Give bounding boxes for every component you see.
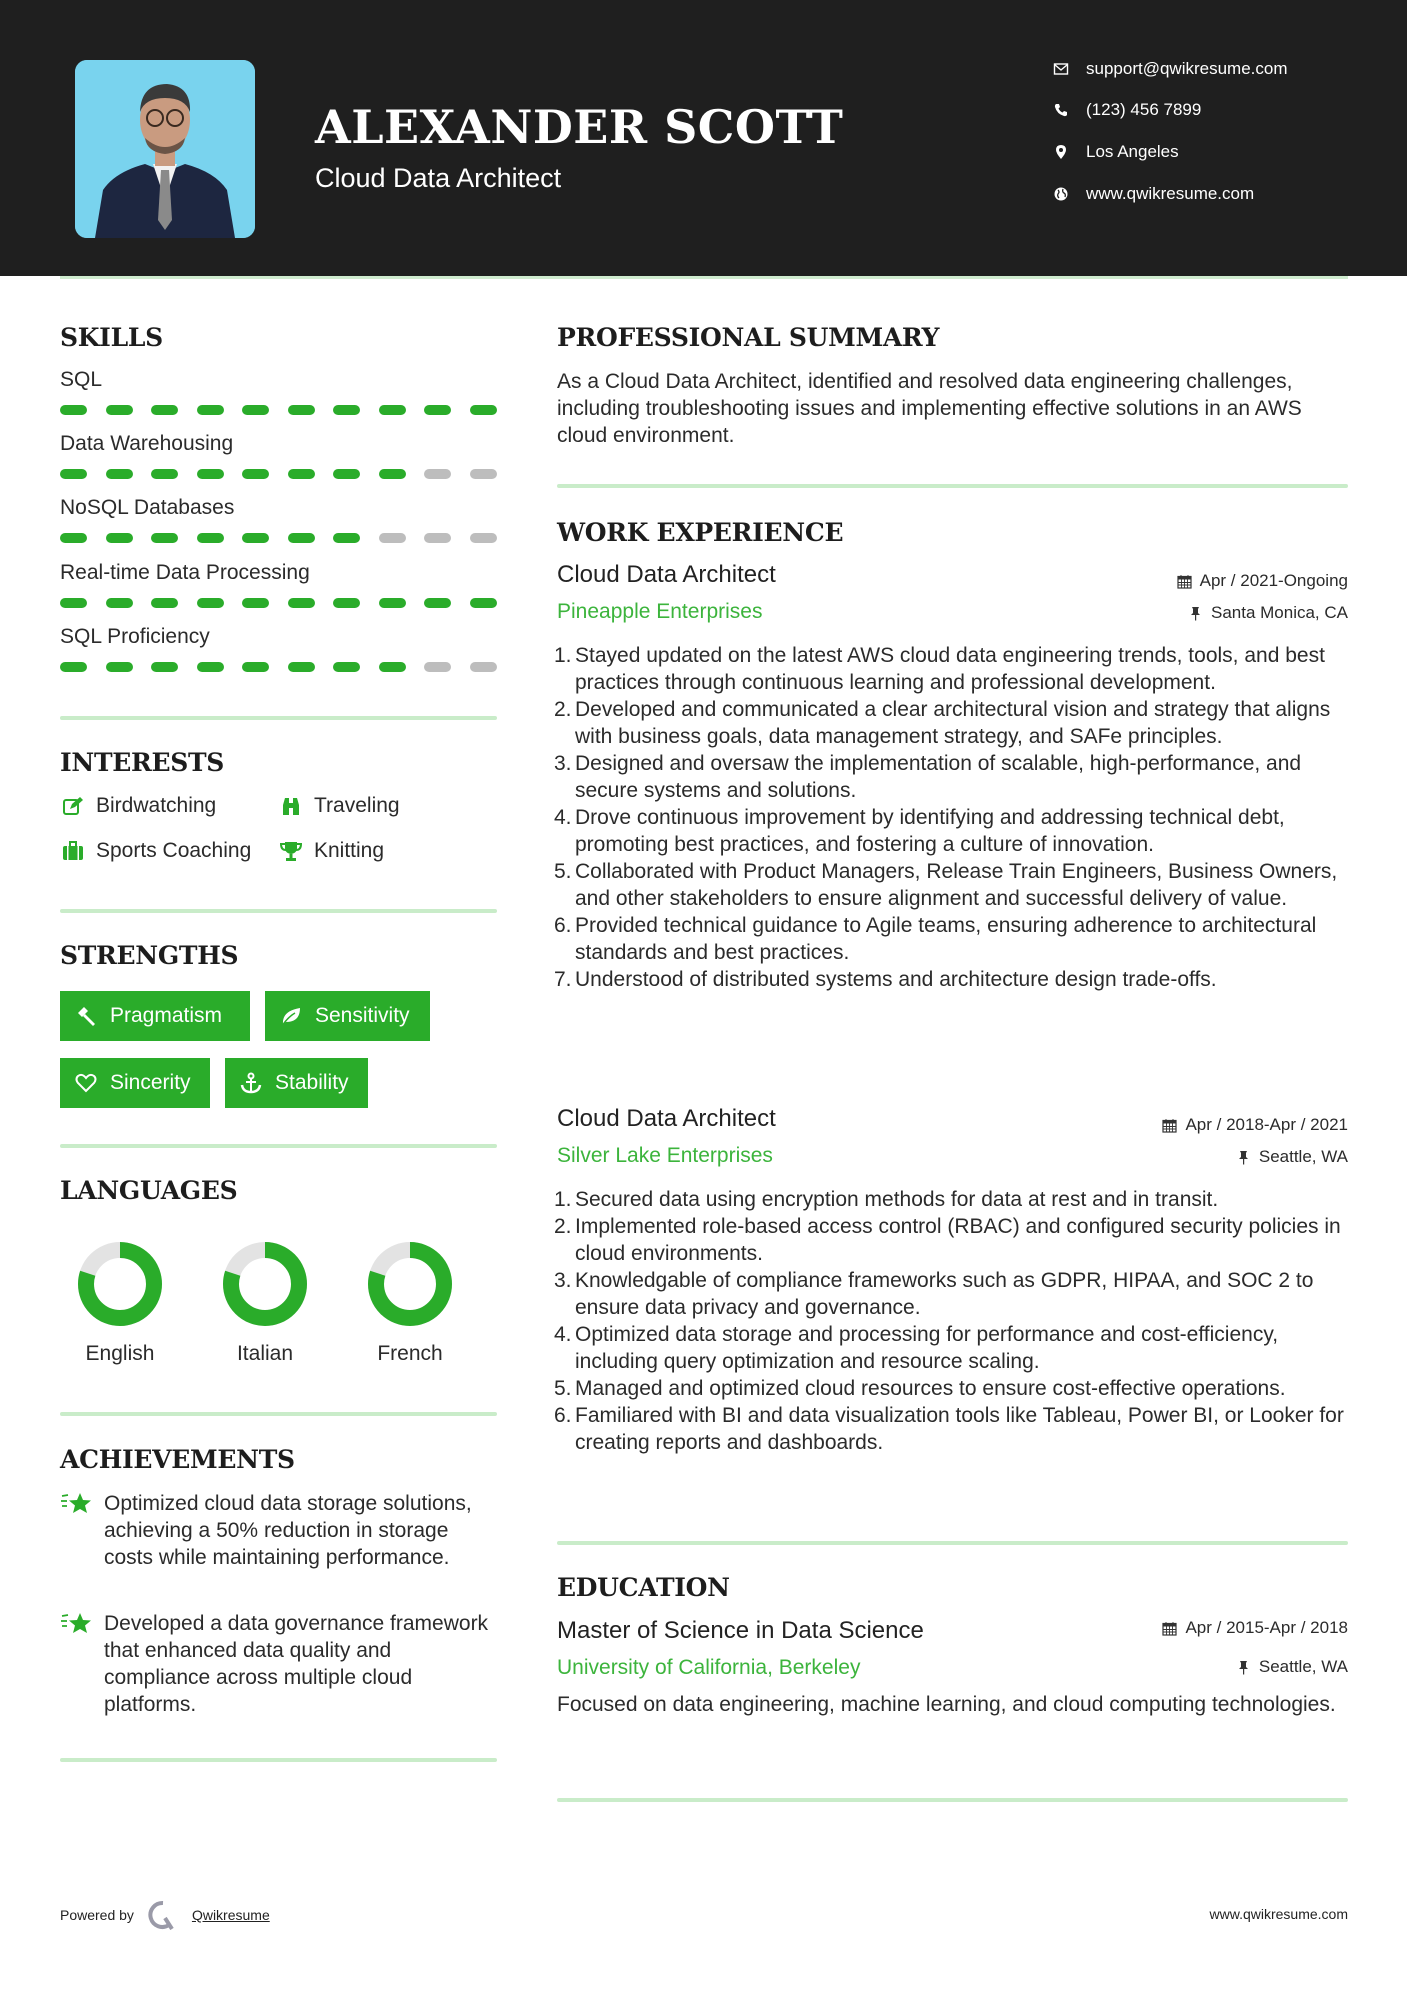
strength-badge bbox=[265, 991, 430, 1041]
skill-segment bbox=[242, 598, 269, 608]
skill-segment bbox=[288, 598, 315, 608]
skill-segment bbox=[60, 469, 87, 479]
bullet-item: 3. Knowledgable of compliance frameworks such as GDPR, HIPAA, and SOC 2 to ensure data privacy and governance. bbox=[554, 1269, 1314, 1319]
achievement-item bbox=[60, 1610, 500, 1718]
language-label: English bbox=[85, 1342, 155, 1365]
section-divider bbox=[60, 716, 497, 720]
language-donut bbox=[60, 1236, 180, 1332]
gavel-icon bbox=[74, 1004, 98, 1028]
skill-segment bbox=[470, 662, 497, 672]
section-divider bbox=[60, 1758, 497, 1762]
skill-segment bbox=[60, 662, 87, 672]
interest-item bbox=[60, 839, 251, 863]
section-divider bbox=[557, 1541, 1348, 1545]
skill-segment bbox=[151, 598, 178, 608]
interests-heading: INTERESTS bbox=[60, 748, 225, 777]
header-divider bbox=[60, 276, 1348, 279]
skill-meter bbox=[60, 469, 497, 479]
pushpin-icon bbox=[1188, 605, 1204, 621]
skill-segment bbox=[470, 469, 497, 479]
leaf-icon bbox=[279, 1004, 303, 1028]
map-marker-icon bbox=[1050, 141, 1072, 163]
skill-segment bbox=[424, 662, 451, 672]
contact-phone-text: (123) 456 7899 bbox=[1086, 100, 1202, 119]
job-location-text: Santa Monica, CA bbox=[1210, 603, 1348, 622]
calendar-icon bbox=[1162, 1620, 1178, 1636]
profile-photo bbox=[75, 60, 255, 238]
skill-segment bbox=[288, 662, 315, 672]
skill-segment bbox=[197, 469, 224, 479]
achievement-text: Developed a data governance framework that enhanced data quality and compliance across multiple cloud platforms. bbox=[104, 1612, 489, 1716]
strengths-heading: STRENGTHS bbox=[60, 941, 239, 970]
job-bullets bbox=[554, 642, 1347, 993]
skill-segment bbox=[60, 533, 87, 543]
skill-segment bbox=[197, 533, 224, 543]
interest-label: Birdwatching bbox=[96, 794, 217, 817]
interest-item bbox=[278, 839, 384, 863]
contact-location-text: Los Angeles bbox=[1086, 142, 1179, 161]
job-dates-text: Apr / 2021-Ongoing bbox=[1199, 571, 1348, 590]
skill-segment bbox=[424, 405, 451, 415]
skill-segment bbox=[151, 533, 178, 543]
job-role: Cloud Data Architect bbox=[557, 561, 776, 588]
skill-segment bbox=[60, 598, 87, 608]
education-dates-text: Apr / 2015-Apr / 2018 bbox=[1185, 1618, 1348, 1637]
bullet-item: 4. Drove continuous improvement by identifying and addressing technical debt, promoting best practices, and fostering a culture of innovation. bbox=[554, 806, 1285, 856]
strength-label: Stability bbox=[275, 1071, 349, 1094]
bullet-item: 1. Secured data using encryption methods for data at rest and in transit. bbox=[554, 1188, 1219, 1211]
skill-segment bbox=[106, 598, 133, 608]
skill-label: NoSQL Databases bbox=[60, 496, 235, 519]
skill-segment bbox=[333, 598, 360, 608]
contact-email-text: support@qwikresume.com bbox=[1086, 59, 1288, 78]
skill-segment bbox=[470, 533, 497, 543]
languages-heading: LANGUAGES bbox=[60, 1176, 238, 1205]
education-location-text: Seattle, WA bbox=[1258, 1657, 1348, 1676]
skill-segment bbox=[379, 598, 406, 608]
job-company: Silver Lake Enterprises bbox=[557, 1144, 773, 1167]
qwikresume-link[interactable]: Qwikresume bbox=[191, 1907, 270, 1923]
contact-website[interactable] bbox=[1050, 182, 1254, 206]
strength-label: Sensitivity bbox=[315, 1004, 410, 1027]
education-heading: EDUCATION bbox=[557, 1573, 730, 1602]
achievement-text: Optimized cloud data storage solutions, achieving a 50% reduction in storage costs while maintaining performance. bbox=[104, 1492, 472, 1569]
skill-segment bbox=[106, 405, 133, 415]
education-description: Focused on data engineering, machine learning, and cloud computing technologies. bbox=[557, 1693, 1336, 1716]
star-icon bbox=[60, 1610, 94, 1638]
suitcase-icon bbox=[60, 839, 86, 863]
calendar-icon bbox=[1177, 573, 1193, 589]
contact-location bbox=[1050, 140, 1179, 164]
skill-segment bbox=[60, 405, 87, 415]
interest-item bbox=[60, 794, 216, 818]
strength-label: Pragmatism bbox=[110, 1004, 223, 1027]
donut-chart-icon bbox=[217, 1236, 313, 1332]
binoculars-icon bbox=[278, 794, 304, 818]
achievements-heading: ACHIEVEMENTS bbox=[60, 1445, 295, 1474]
skill-segment bbox=[151, 469, 178, 479]
section-divider bbox=[60, 1412, 497, 1416]
skill-segment bbox=[379, 533, 406, 543]
skill-label: Real-time Data Processing bbox=[60, 561, 310, 584]
skill-segment bbox=[424, 598, 451, 608]
footer-powered-by bbox=[60, 1900, 270, 1930]
skill-segment bbox=[242, 662, 269, 672]
job-dates bbox=[1162, 1115, 1348, 1135]
bullet-item: 3. Designed and oversaw the implementation of scalable, high-performance, and secure systems and solutions. bbox=[554, 752, 1302, 802]
bullet-item: 5. Managed and optimized cloud resources to ensure cost-effective operations. bbox=[554, 1377, 1286, 1400]
strength-badge bbox=[60, 1058, 210, 1108]
bullet-item: 2. Implemented role-based access control (RBAC) and configured security policies in cloud environments. bbox=[554, 1215, 1341, 1265]
job-location bbox=[1236, 1147, 1348, 1167]
skill-segment bbox=[106, 662, 133, 672]
contact-email[interactable] bbox=[1050, 57, 1288, 81]
job-company: Pineapple Enterprises bbox=[557, 600, 763, 623]
candidate-title: Cloud Data Architect bbox=[315, 163, 562, 193]
resume-header bbox=[0, 0, 1407, 276]
skill-segment bbox=[333, 405, 360, 415]
donut-chart-icon bbox=[362, 1236, 458, 1332]
bullet-item: 6. Familiared with BI and data visualization tools like Tableau, Power BI, or Looker for creating reports and dashboards. bbox=[554, 1404, 1344, 1454]
interest-label: Sports Coaching bbox=[96, 839, 252, 862]
calendar-icon bbox=[1162, 1117, 1178, 1133]
job-dates bbox=[1177, 571, 1348, 591]
qwikresume-logo-icon bbox=[148, 1900, 178, 1930]
donut-chart-icon bbox=[72, 1236, 168, 1332]
section-divider bbox=[557, 484, 1348, 488]
section-divider bbox=[60, 1144, 497, 1148]
job-dates-text: Apr / 2018-Apr / 2021 bbox=[1185, 1115, 1348, 1134]
bullet-item: 1. Stayed updated on the latest AWS cloud data engineering trends, tools, and best practices through continuous learning and professional development. bbox=[554, 644, 1325, 694]
strength-label: Sincerity bbox=[110, 1071, 191, 1094]
strength-badge bbox=[60, 991, 250, 1041]
language-donut bbox=[350, 1236, 470, 1332]
skill-meter bbox=[60, 533, 497, 543]
strength-badge bbox=[225, 1058, 368, 1108]
bullet-item: 6. Provided technical guidance to Agile teams, ensuring adherence to architectural standards and best practices. bbox=[554, 914, 1317, 964]
skill-segment bbox=[333, 533, 360, 543]
skill-segment bbox=[379, 405, 406, 415]
skill-segment bbox=[197, 405, 224, 415]
contact-phone[interactable] bbox=[1050, 98, 1201, 122]
interest-item bbox=[278, 794, 400, 818]
globe-icon bbox=[1050, 183, 1072, 205]
education-degree: Master of Science in Data Science bbox=[557, 1617, 924, 1644]
skill-segment bbox=[242, 469, 269, 479]
skill-segment bbox=[242, 533, 269, 543]
section-divider bbox=[60, 909, 497, 913]
trophy-icon bbox=[278, 839, 304, 863]
education-location bbox=[1236, 1657, 1348, 1677]
section-divider bbox=[557, 1798, 1348, 1802]
heart-icon bbox=[74, 1071, 98, 1095]
skill-segment bbox=[242, 405, 269, 415]
skill-meter bbox=[60, 662, 497, 672]
summary-text: As a Cloud Data Architect, identified and resolved data engineering challenges, including troubleshooting issues and implementing effective solutions in an AWS cloud environment. bbox=[557, 370, 1302, 447]
job-location-text: Seattle, WA bbox=[1258, 1147, 1348, 1166]
skill-segment bbox=[470, 598, 497, 608]
star-icon bbox=[60, 1490, 94, 1518]
contact-website-text: www.qwikresume.com bbox=[1086, 184, 1255, 203]
anchor-icon bbox=[239, 1071, 263, 1095]
skill-segment bbox=[151, 662, 178, 672]
interest-label: Traveling bbox=[314, 794, 400, 817]
skill-segment bbox=[197, 662, 224, 672]
skill-segment bbox=[106, 533, 133, 543]
skill-label: SQL bbox=[60, 368, 103, 391]
language-donut bbox=[205, 1236, 325, 1332]
person-portrait-icon bbox=[75, 60, 255, 238]
job-bullets bbox=[554, 1186, 1347, 1456]
language-label: French bbox=[377, 1342, 443, 1365]
skill-segment bbox=[151, 405, 178, 415]
experience-heading: WORK EXPERIENCE bbox=[557, 518, 844, 547]
skill-segment bbox=[424, 469, 451, 479]
skill-segment bbox=[288, 533, 315, 543]
skill-segment bbox=[197, 598, 224, 608]
powered-by-label: Powered by bbox=[60, 1907, 134, 1923]
skill-label: SQL Proficiency bbox=[60, 625, 210, 648]
bullet-item: 7. Understood of distributed systems and architecture design trade-offs. bbox=[554, 968, 1217, 991]
pushpin-icon bbox=[1236, 1149, 1252, 1165]
bullet-item: 5. Collaborated with Product Managers, Release Train Engineers, Business Owners, and other stakeholders to ensure alignment and successful delivery of value. bbox=[554, 860, 1338, 910]
skill-label: Data Warehousing bbox=[60, 432, 234, 455]
job-role: Cloud Data Architect bbox=[557, 1105, 776, 1132]
interest-label: Knitting bbox=[314, 839, 385, 862]
bullet-item: 2. Developed and communicated a clear architectural vision and strategy that aligns with business goals, data management strategy, and SAFe principles. bbox=[554, 698, 1331, 748]
education-school: University of California, Berkeley bbox=[557, 1656, 861, 1679]
skill-segment bbox=[424, 533, 451, 543]
skill-segment bbox=[379, 469, 406, 479]
skill-segment bbox=[288, 405, 315, 415]
skill-segment bbox=[333, 469, 360, 479]
summary-heading: PROFESSIONAL SUMMARY bbox=[557, 323, 940, 352]
skill-segment bbox=[379, 662, 406, 672]
skill-meter bbox=[60, 405, 497, 415]
skill-segment bbox=[288, 469, 315, 479]
skill-segment bbox=[106, 469, 133, 479]
language-label: Italian bbox=[236, 1342, 294, 1365]
edit-icon bbox=[60, 794, 86, 818]
bullet-item: 4. Optimized data storage and processing for performance and cost-efficiency, including query optimization and resource scaling. bbox=[554, 1323, 1279, 1373]
skill-segment bbox=[333, 662, 360, 672]
education-dates bbox=[1162, 1618, 1348, 1638]
job-location bbox=[1188, 603, 1348, 623]
skills-heading: SKILLS bbox=[60, 323, 163, 352]
footer-website[interactable]: www.qwikresume.com bbox=[1209, 1906, 1348, 1922]
phone-icon bbox=[1050, 99, 1072, 121]
envelope-icon bbox=[1050, 58, 1072, 80]
pushpin-icon bbox=[1236, 1659, 1252, 1675]
candidate-name: ALEXANDER SCOTT bbox=[315, 100, 844, 154]
achievement-item bbox=[60, 1490, 500, 1571]
skill-segment bbox=[470, 405, 497, 415]
skill-meter bbox=[60, 598, 497, 608]
